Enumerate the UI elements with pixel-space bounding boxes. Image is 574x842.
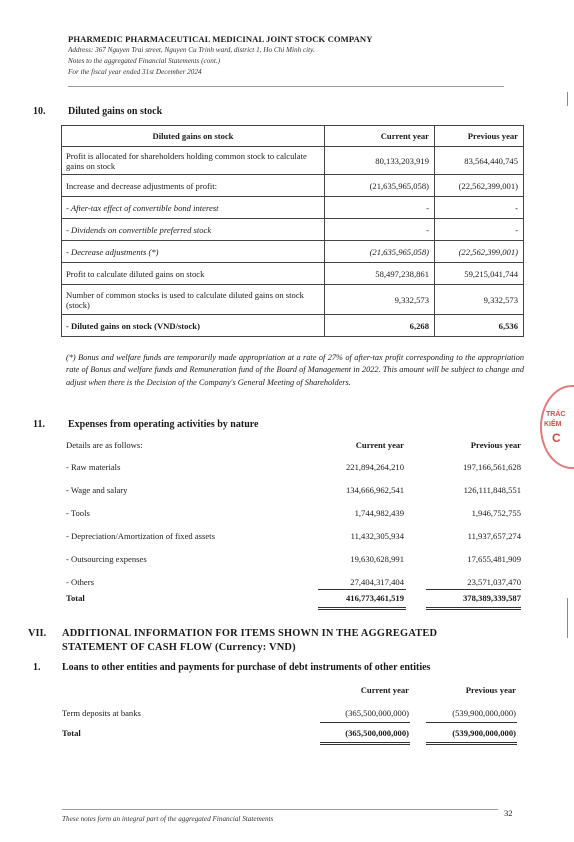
total-label: Total xyxy=(62,728,81,738)
table-cell-current: (21,635,965,058) xyxy=(325,241,435,263)
col-header-current: Current year xyxy=(355,440,404,450)
table-cell-previous: (22,562,399,001) xyxy=(435,175,524,197)
table-cell-previous: 83,564,440,745 xyxy=(435,147,524,175)
total-current: (365,500,000,000) xyxy=(345,728,409,738)
company-address: Address: 367 Nguyen Trai street, Nguyen Cu Trinh ward, district 1, Ho Chi Minh city. xyxy=(68,46,315,54)
auditor-stamp xyxy=(540,385,574,469)
table-header-cell: Diluted gains on stock xyxy=(62,126,325,147)
header-divider xyxy=(68,86,504,87)
table-cell-label: - Decrease adjustments (*) xyxy=(62,241,325,263)
scan-edge-mark xyxy=(567,598,568,638)
table-cell-current: 58,497,238,861 xyxy=(325,263,435,285)
col-header-current: Current year xyxy=(360,685,409,695)
section-11-title: Expenses from operating activities by nature xyxy=(68,419,259,430)
table-cell-label: - Dividends on convertible preferred stock xyxy=(62,219,325,241)
table-cell-previous: 9,332,573 xyxy=(435,285,524,315)
fiscal-period: For the fiscal year ended 31st December 2024 xyxy=(68,68,202,76)
col-header-previous: Previous year xyxy=(470,440,521,450)
table-cell-current: 9,332,573 xyxy=(325,285,435,315)
table-cell-label: - Diluted gains on stock (VND/stock) xyxy=(62,315,325,337)
list-item-current: 27,404,317,404 xyxy=(350,577,404,587)
table-row xyxy=(62,285,524,315)
table-row xyxy=(62,241,524,263)
table-row xyxy=(62,219,524,241)
section-11-number: 11. xyxy=(33,419,45,430)
table-cell-label: Profit to calculate diluted gains on stock xyxy=(62,263,325,285)
footer-divider xyxy=(62,809,498,810)
section-VII-title-line1: ADDITIONAL INFORMATION FOR ITEMS SHOWN IN THE AGGREGATED xyxy=(62,628,438,639)
table-cell-label: - After-tax effect of convertible bond interest xyxy=(62,197,325,219)
table-cell-previous: 6,536 xyxy=(435,315,524,337)
list-item-previous: (539,900,000,000) xyxy=(452,708,516,718)
list-item-previous: 126,111,848,551 xyxy=(463,485,521,495)
list-item-current: 1,744,982,439 xyxy=(354,508,404,518)
total-previous: 378,389,339,587 xyxy=(462,593,521,603)
total-previous: (539,900,000,000) xyxy=(452,728,516,738)
list-item-current: 221,894,264,210 xyxy=(345,462,404,472)
company-name: PHARMEDIC PHARMACEUTICAL MEDICINAL JOINT STOCK COMPANY xyxy=(68,34,373,44)
list-item-previous: 1,946,752,755 xyxy=(471,508,521,518)
list-item-current: 11,432,305,934 xyxy=(350,531,404,541)
table-header-row xyxy=(62,126,524,147)
total-double-underline-current xyxy=(318,609,406,610)
list-item-previous: 17,655,481,909 xyxy=(467,554,521,564)
subtotal-underline-current xyxy=(318,589,406,590)
subtotal-underline-current xyxy=(320,722,410,723)
section-10-title: Diluted gains on stock xyxy=(68,106,163,117)
page-number: 32 xyxy=(504,808,513,818)
table-cell-label: Number of common stocks is used to calculate diluted gains on stock (stock) xyxy=(62,285,325,315)
section-VII-title-line2: STATEMENT OF CASH FLOW (Currency: VND) xyxy=(62,642,296,653)
list-item-label: - Others xyxy=(66,577,94,587)
sub-1-title: Loans to other entities and payments for purchase of debt instruments of other entities xyxy=(62,662,431,673)
footnote-bonus-funds: (*) Bonus and welfare funds are temporarily made appropriation at a rate of 27% of after-tax profit corresponding to the appropriation rate of Bonus and welfare funds and Remuneration fund of the Board of Management in 2022. This amount will be subject to change and adjust when there is the Decision of the Company's General Meeting of Shareholders. xyxy=(66,353,524,387)
total-current: 416,773,461,519 xyxy=(345,593,404,603)
total-double-underline-current xyxy=(320,744,410,745)
total-underline-current xyxy=(318,607,406,608)
table-row xyxy=(62,175,524,197)
subtotal-underline-previous xyxy=(426,722,517,723)
total-double-underline-previous xyxy=(426,744,517,745)
list-item-current: (365,500,000,000) xyxy=(345,708,409,718)
total-double-underline-previous xyxy=(426,609,521,610)
table-cell-current: 80,133,203,919 xyxy=(325,147,435,175)
subtotal-underline-previous xyxy=(426,589,521,590)
list-item-previous: 197,166,561,628 xyxy=(462,462,521,472)
stamp-text-line2: KIỂM xyxy=(544,421,562,428)
stamp-text-line3: C xyxy=(552,431,561,445)
table-header-cell: Previous year xyxy=(435,126,524,147)
list-item-label: - Tools xyxy=(66,508,90,518)
table-row-total xyxy=(62,315,524,337)
table-cell-label: Profit is allocated for shareholders holding common stock to calculate gains on stock xyxy=(62,147,325,175)
list-item-label: - Outsourcing expenses xyxy=(66,554,147,564)
list-item-previous: 11,937,657,274 xyxy=(467,531,521,541)
total-underline-previous xyxy=(426,607,521,608)
section-10-number: 10. xyxy=(33,106,46,117)
section-VII-number: VII. xyxy=(28,628,47,639)
footer-note: These notes form an integral part of the aggregated Financial Statements xyxy=(62,815,274,823)
list-item-current: 19,630,628,991 xyxy=(350,554,404,564)
list-item-label: - Raw materials xyxy=(66,462,121,472)
table-row xyxy=(62,147,524,175)
col-header-previous: Previous year xyxy=(465,685,516,695)
diluted-gains-table xyxy=(61,125,524,337)
table-cell-current: - xyxy=(325,197,435,219)
table-row xyxy=(62,197,524,219)
notes-subtitle: Notes to the aggregated Financial Statements (cont.) xyxy=(68,57,221,65)
list-item-label: - Depreciation/Amortization of fixed assets xyxy=(66,531,215,541)
list-item-current: 134,666,962,541 xyxy=(345,485,404,495)
table-cell-previous: (22,562,399,001) xyxy=(435,241,524,263)
table-cell-label: Increase and decrease adjustments of profit: xyxy=(62,175,325,197)
total-underline-previous xyxy=(426,742,517,743)
table-cell-current: - xyxy=(325,219,435,241)
table-cell-current: (21,635,965,058) xyxy=(325,175,435,197)
details-label: Details are as follows: xyxy=(66,440,143,450)
total-label: Total xyxy=(66,593,85,603)
stamp-text-line1: TRÁC xyxy=(546,411,566,418)
total-underline-current xyxy=(320,742,410,743)
table-header-cell: Current year xyxy=(325,126,435,147)
table-cell-previous: 59,215,041,744 xyxy=(435,263,524,285)
list-item-label: - Wage and salary xyxy=(66,485,128,495)
list-item-previous: 23,571,037,470 xyxy=(467,577,521,587)
list-item-label: Term deposits at banks xyxy=(62,708,141,718)
scan-edge-mark xyxy=(567,92,568,106)
sub-1-number: 1. xyxy=(33,662,41,673)
table-cell-previous: - xyxy=(435,219,524,241)
table-cell-current: 6,268 xyxy=(325,315,435,337)
table-row xyxy=(62,263,524,285)
table-cell-previous: - xyxy=(435,197,524,219)
